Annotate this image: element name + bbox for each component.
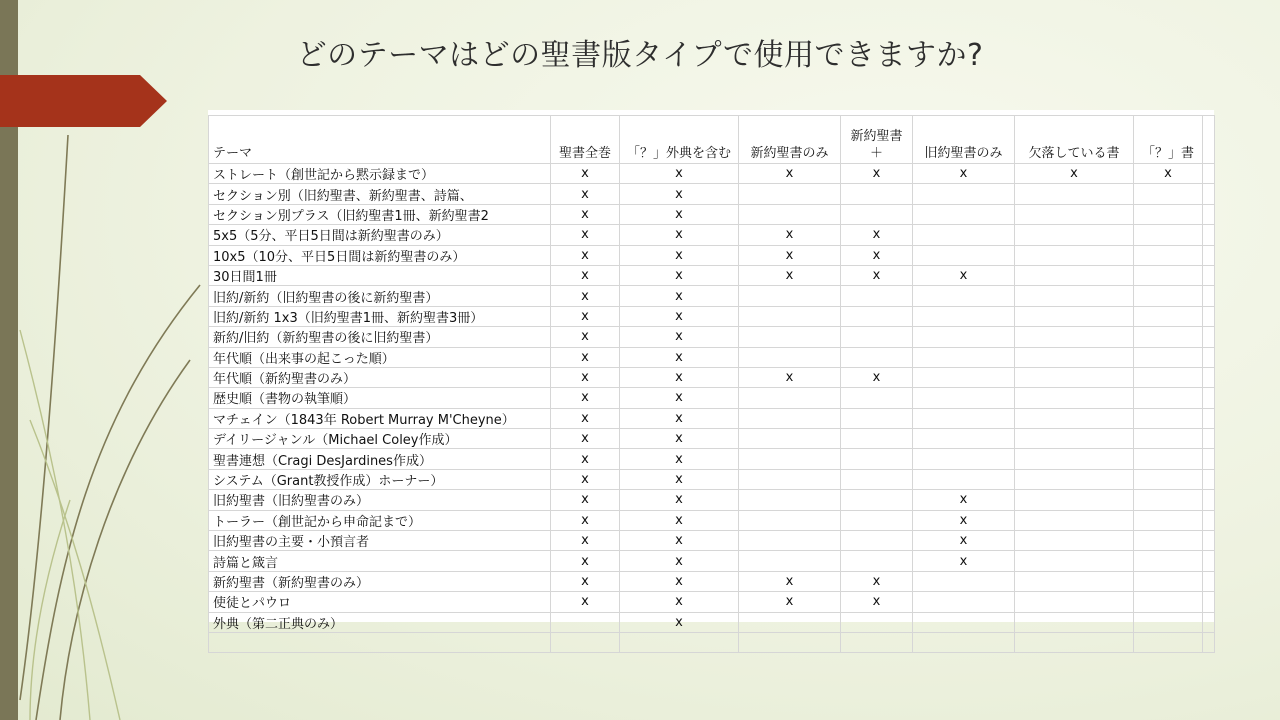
mark-cell [1015,388,1134,408]
mark-cell: x [841,265,913,285]
theme-cell: 新約聖書（新約聖書のみ） [209,571,551,591]
mark-cell: x [1015,164,1134,184]
page-title: どのテーマはどの聖書版タイプで使用できますか? [296,38,984,73]
mark-cell [841,388,913,408]
mark-cell [913,571,1015,591]
mark-cell: x [620,490,739,510]
mark-cell [1134,408,1203,428]
mark-cell [841,204,913,224]
empty-cell [841,632,913,652]
mark-cell [841,408,913,428]
table-row [209,184,1215,204]
mark-cell: x [739,571,841,591]
mark-cell: x [620,265,739,285]
theme-cell: 旧約/新約（旧約聖書の後に新約聖書） [209,286,551,306]
mark-cell [913,184,1015,204]
mark-cell: x [620,408,739,428]
spreadsheet [208,110,1214,632]
mark-cell: x [913,490,1015,510]
mark-cell: x [551,388,620,408]
mark-cell [1015,571,1134,591]
spacer-cell [1203,306,1215,326]
spacer-cell [1203,490,1215,510]
table-row [209,510,1215,530]
mark-cell [841,327,913,347]
mark-cell [1015,204,1134,224]
mark-cell: x [913,265,1015,285]
mark-cell: x [620,306,739,326]
table-row [209,388,1215,408]
mark-cell [841,551,913,571]
table-row [209,225,1215,245]
mark-cell [1015,265,1134,285]
spacer-cell [1203,592,1215,612]
table-row [209,245,1215,265]
mark-cell [841,531,913,551]
table-row [209,164,1215,184]
mark-cell [1134,347,1203,367]
mark-cell [1015,510,1134,530]
mark-cell [1134,367,1203,387]
mark-cell [1134,225,1203,245]
mark-cell: x [841,225,913,245]
theme-cell: 使徒とパウロ [209,592,551,612]
empty-cell [620,632,739,652]
mark-cell [1134,510,1203,530]
spacer-cell [1203,449,1215,469]
spacer-cell [1203,612,1215,632]
spacer-cell [1203,184,1215,204]
mark-cell [913,592,1015,612]
mark-cell [739,510,841,530]
mark-cell [913,204,1015,224]
table-row [209,286,1215,306]
mark-cell: x [739,265,841,285]
theme-cell: デイリージャンル（Michael Coley作成） [209,429,551,449]
mark-cell [1134,327,1203,347]
mark-cell: x [620,204,739,224]
mark-cell [1015,429,1134,449]
mark-cell: x [739,225,841,245]
mark-cell: x [551,265,620,285]
empty-cell [1015,632,1134,652]
theme-cell: 歴史順（書物の執筆順） [209,388,551,408]
mark-cell [1015,449,1134,469]
mark-cell [841,306,913,326]
theme-cell: 年代順（出来事の起こった順） [209,347,551,367]
mark-cell: x [620,551,739,571]
mark-cell [913,347,1015,367]
theme-cell: トーラー（創世記から申命記まで） [209,510,551,530]
table-row [209,449,1215,469]
mark-cell [1134,612,1203,632]
theme-cell: 5x5（5分、平日5日間は新約聖書のみ） [209,225,551,245]
theme-cell: 旧約/新約 1x3（旧約聖書1冊、新約聖書3冊） [209,306,551,326]
mark-cell [841,184,913,204]
mark-cell [551,612,620,632]
theme-availability-table [208,110,1215,653]
spacer-cell [1203,164,1215,184]
table-row [209,551,1215,571]
mark-cell: x [1134,164,1203,184]
spacer-cell [1203,225,1215,245]
mark-cell [1015,531,1134,551]
mark-cell: x [620,510,739,530]
mark-cell: x [620,592,739,612]
empty-cell [1203,632,1215,652]
mark-cell: x [620,429,739,449]
mark-cell [1134,388,1203,408]
mark-cell [1134,306,1203,326]
empty-cell [739,632,841,652]
mark-cell: x [620,367,739,387]
mark-cell: x [551,347,620,367]
mark-cell [739,469,841,489]
table-row [209,592,1215,612]
mark-cell: x [841,367,913,387]
mark-cell: x [551,306,620,326]
mark-cell [1015,347,1134,367]
mark-cell [739,490,841,510]
mark-cell [1015,184,1134,204]
mark-cell: x [551,551,620,571]
table-row [209,429,1215,449]
spacer-cell [1203,347,1215,367]
mark-cell [1134,265,1203,285]
mark-cell [739,551,841,571]
mark-cell [841,347,913,367]
mark-cell [913,367,1015,387]
mark-cell: x [551,531,620,551]
spacer-cell [1203,265,1215,285]
mark-cell [913,408,1015,428]
mark-cell [841,469,913,489]
mark-cell: x [841,571,913,591]
col-header-nt-plus: 新約聖書＋ [841,116,913,164]
empty-cell [1134,632,1203,652]
mark-cell [1015,286,1134,306]
spacer-cell [1203,388,1215,408]
table-row [209,347,1215,367]
col-header-theme: テーマ [209,116,551,164]
mark-cell [739,204,841,224]
theme-cell: 30日間1冊 [209,265,551,285]
col-header-nt-only: 新約聖書のみ [739,116,841,164]
theme-cell: 旧約聖書の主要・小預言者 [209,531,551,551]
mark-cell [739,184,841,204]
empty-cell [209,632,551,652]
mark-cell [1015,592,1134,612]
table-row [209,490,1215,510]
spacer-cell [1203,531,1215,551]
mark-cell: x [551,225,620,245]
theme-cell: 旧約聖書（旧約聖書のみ） [209,490,551,510]
mark-cell [841,429,913,449]
mark-cell: x [841,164,913,184]
mark-cell [1134,469,1203,489]
mark-cell [1134,531,1203,551]
mark-cell: x [620,449,739,469]
mark-cell: x [739,367,841,387]
table-row [209,531,1215,551]
mark-cell [1134,551,1203,571]
mark-cell [841,510,913,530]
mark-cell: x [551,510,620,530]
mark-cell: x [620,571,739,591]
mark-cell [1134,204,1203,224]
mark-cell: x [841,592,913,612]
theme-cell: 10x5（10分、平日5日間は新約聖書のみ） [209,245,551,265]
spacer-cell [1203,429,1215,449]
mark-cell [1015,245,1134,265]
spacer-cell [1203,571,1215,591]
mark-cell: x [620,327,739,347]
mark-cell: x [551,490,620,510]
empty-row [209,632,1215,652]
spacer-cell [1203,551,1215,571]
mark-cell [841,449,913,469]
mark-cell: x [620,612,739,632]
mark-cell: x [620,245,739,265]
mark-cell [739,531,841,551]
spacer-cell [1203,408,1215,428]
mark-cell: x [620,469,739,489]
mark-cell [739,347,841,367]
mark-cell [739,408,841,428]
mark-cell [1015,327,1134,347]
theme-cell: 新約/旧約（新約聖書の後に旧約聖書） [209,327,551,347]
mark-cell [1134,571,1203,591]
mark-cell [913,429,1015,449]
table-row [209,265,1215,285]
mark-cell [913,612,1015,632]
mark-cell: x [551,286,620,306]
mark-cell [913,286,1015,306]
mark-cell [913,469,1015,489]
mark-cell [1134,449,1203,469]
mark-cell [1015,469,1134,489]
theme-cell: セクション別プラス（旧約聖書1冊、新約聖書2 [209,204,551,224]
table-row [209,204,1215,224]
mark-cell: x [739,164,841,184]
empty-cell [551,632,620,652]
theme-cell: セクション別（旧約聖書、新約聖書、詩篇、 [209,184,551,204]
col-header-ot-only: 旧約聖書のみ [913,116,1015,164]
mark-cell: x [551,367,620,387]
mark-cell: x [551,204,620,224]
theme-cell: ストレート（創世記から黙示録まで） [209,164,551,184]
mark-cell [913,449,1015,469]
spacer-cell [1203,510,1215,530]
mark-cell [739,449,841,469]
mark-cell [1134,429,1203,449]
mark-cell [1015,490,1134,510]
mark-cell: x [551,592,620,612]
mark-cell: x [620,347,739,367]
table-row [209,327,1215,347]
mark-cell [739,429,841,449]
mark-cell: x [551,245,620,265]
mark-cell: x [551,408,620,428]
table-row [209,469,1215,489]
spacer-cell [1203,286,1215,306]
mark-cell [913,225,1015,245]
mark-cell [913,327,1015,347]
theme-cell: 聖書連想（Cragi DesJardines作成） [209,449,551,469]
mark-cell [913,388,1015,408]
mark-cell: x [551,469,620,489]
mark-cell [913,245,1015,265]
mark-cell [1015,408,1134,428]
mark-cell [739,286,841,306]
table-row [209,367,1215,387]
mark-cell: x [913,164,1015,184]
col-header-book: 「？」書 [1134,116,1203,164]
mark-cell [1015,367,1134,387]
mark-cell [841,286,913,306]
table-row [209,306,1215,326]
table-row [209,571,1215,591]
mark-cell [1015,225,1134,245]
red-arrow-banner [0,75,167,127]
mark-cell: x [841,245,913,265]
mark-cell [1134,490,1203,510]
col-header-whole-bible: 聖書全巻 [551,116,620,164]
mark-cell: x [739,592,841,612]
header-row [209,116,1215,164]
mark-cell: x [620,286,739,306]
spacer-cell [1203,204,1215,224]
table-row [209,408,1215,428]
mark-cell: x [913,551,1015,571]
theme-cell: 年代順（新約聖書のみ） [209,367,551,387]
spacer-cell [1203,469,1215,489]
mark-cell [1015,612,1134,632]
mark-cell: x [551,164,620,184]
mark-cell [739,306,841,326]
mark-cell: x [551,449,620,469]
mark-cell [1134,245,1203,265]
col-header-with-apocrypha: 「？」外典を含む [620,116,739,164]
theme-cell: 外典（第二正典のみ） [209,612,551,632]
spacer-cell [1203,245,1215,265]
col-header-missing-books: 欠落している書 [1015,116,1134,164]
mark-cell [1015,306,1134,326]
mark-cell [1134,184,1203,204]
mark-cell: x [551,327,620,347]
mark-cell [739,612,841,632]
theme-cell: システム（Grant教授作成）ホーナー） [209,469,551,489]
table-row [209,612,1215,632]
mark-cell [841,490,913,510]
theme-cell: 詩篇と箴言 [209,551,551,571]
empty-cell [913,632,1015,652]
mark-cell: x [551,429,620,449]
mark-cell: x [739,245,841,265]
mark-cell [739,388,841,408]
mark-cell [1134,592,1203,612]
theme-cell: マチェイン（1843年 Robert Murray M'Cheyne） [209,408,551,428]
col-header-spacer [1203,116,1215,164]
mark-cell: x [620,531,739,551]
mark-cell [913,306,1015,326]
mark-cell [1015,551,1134,571]
mark-cell: x [620,388,739,408]
mark-cell: x [620,184,739,204]
spacer-cell [1203,367,1215,387]
mark-cell: x [913,531,1015,551]
mark-cell: x [551,571,620,591]
mark-cell [841,612,913,632]
mark-cell: x [551,184,620,204]
spacer-cell [1203,327,1215,347]
mark-cell: x [620,225,739,245]
mark-cell: x [620,164,739,184]
mark-cell [739,327,841,347]
mark-cell: x [913,510,1015,530]
mark-cell [1134,286,1203,306]
